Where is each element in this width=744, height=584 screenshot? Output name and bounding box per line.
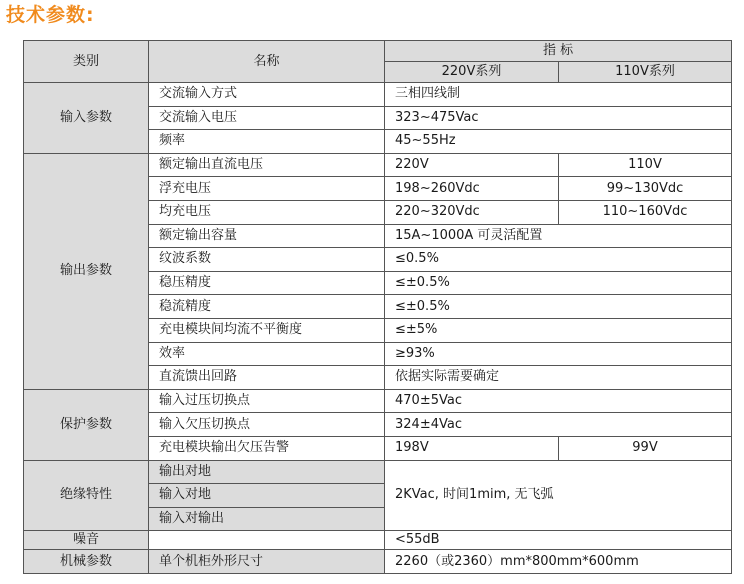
table-row xyxy=(24,531,732,550)
param-value: 2KVac, 时间1mim, 无飞弧 xyxy=(385,460,732,531)
param-value: ≤±5% xyxy=(385,318,732,342)
header-category: 类别 xyxy=(24,41,149,83)
param-value: <55dB xyxy=(385,531,732,550)
header-spec-220: 220V系列 xyxy=(385,62,559,83)
param-name: 输入欠压切换点 xyxy=(149,413,385,437)
category-insulation: 绝缘特性 xyxy=(24,460,149,531)
param-name: 稳流精度 xyxy=(149,295,385,319)
param-name: 交流输入方式 xyxy=(149,83,385,107)
param-name: 额定输出直流电压 xyxy=(149,153,385,177)
param-name: 输入过压切换点 xyxy=(149,389,385,413)
param-value: 三相四线制 xyxy=(385,83,732,107)
param-value-220: 198~260Vdc xyxy=(385,177,559,201)
param-value: 15A~1000A 可灵活配置 xyxy=(385,224,732,248)
param-name: 均充电压 xyxy=(149,200,385,224)
table-row xyxy=(24,550,732,574)
param-name: 交流输入电压 xyxy=(149,106,385,130)
param-name: 额定输出容量 xyxy=(149,224,385,248)
param-value: ≤0.5% xyxy=(385,248,732,272)
table-row xyxy=(24,83,732,107)
param-name: 效率 xyxy=(149,342,385,366)
header-name: 名称 xyxy=(149,41,385,83)
param-name: 纹波系数 xyxy=(149,248,385,272)
param-value: 依据实际需要确定 xyxy=(385,366,732,390)
param-value: ≥93% xyxy=(385,342,732,366)
param-name: 稳压精度 xyxy=(149,271,385,295)
param-value: 323~475Vac xyxy=(385,106,732,130)
param-value-110: 110V xyxy=(559,153,732,177)
table-row xyxy=(24,153,732,177)
table-header-row xyxy=(24,41,732,62)
param-value: 324±4Vac xyxy=(385,413,732,437)
table-row xyxy=(24,389,732,413)
category-noise: 噪音 xyxy=(24,531,149,550)
param-name xyxy=(149,531,385,550)
param-value-110: 99V xyxy=(559,436,732,460)
param-name: 充电模块间均流不平衡度 xyxy=(149,318,385,342)
param-value-220: 220V xyxy=(385,153,559,177)
param-name: 输出对地 xyxy=(149,460,385,484)
header-spec: 指 标 xyxy=(385,41,732,62)
spec-table xyxy=(23,40,732,574)
page-title: 技术参数: xyxy=(6,4,95,26)
param-value: ≤±0.5% xyxy=(385,295,732,319)
category-protection: 保护参数 xyxy=(24,389,149,460)
param-value-110: 110~160Vdc xyxy=(559,200,732,224)
param-name: 输入对地 xyxy=(149,484,385,508)
table-row xyxy=(24,460,732,484)
param-name: 输入对输出 xyxy=(149,507,385,531)
param-name: 浮充电压 xyxy=(149,177,385,201)
category-input: 输入参数 xyxy=(24,83,149,154)
param-name: 直流馈出回路 xyxy=(149,366,385,390)
param-value-220: 220~320Vdc xyxy=(385,200,559,224)
param-name: 频率 xyxy=(149,130,385,154)
param-value: 470±5Vac xyxy=(385,389,732,413)
param-value-220: 198V xyxy=(385,436,559,460)
param-value: ≤±0.5% xyxy=(385,271,732,295)
param-name: 充电模块输出欠压告警 xyxy=(149,436,385,460)
param-value: 45~55Hz xyxy=(385,130,732,154)
param-value: 2260（或2360）mm*800mm*600mm xyxy=(385,550,732,574)
header-spec-110: 110V系列 xyxy=(559,62,732,83)
param-value-110: 99~130Vdc xyxy=(559,177,732,201)
param-name: 单个机柜外形尺寸 xyxy=(149,550,385,574)
category-mechanical: 机械参数 xyxy=(24,550,149,574)
category-output: 输出参数 xyxy=(24,153,149,389)
